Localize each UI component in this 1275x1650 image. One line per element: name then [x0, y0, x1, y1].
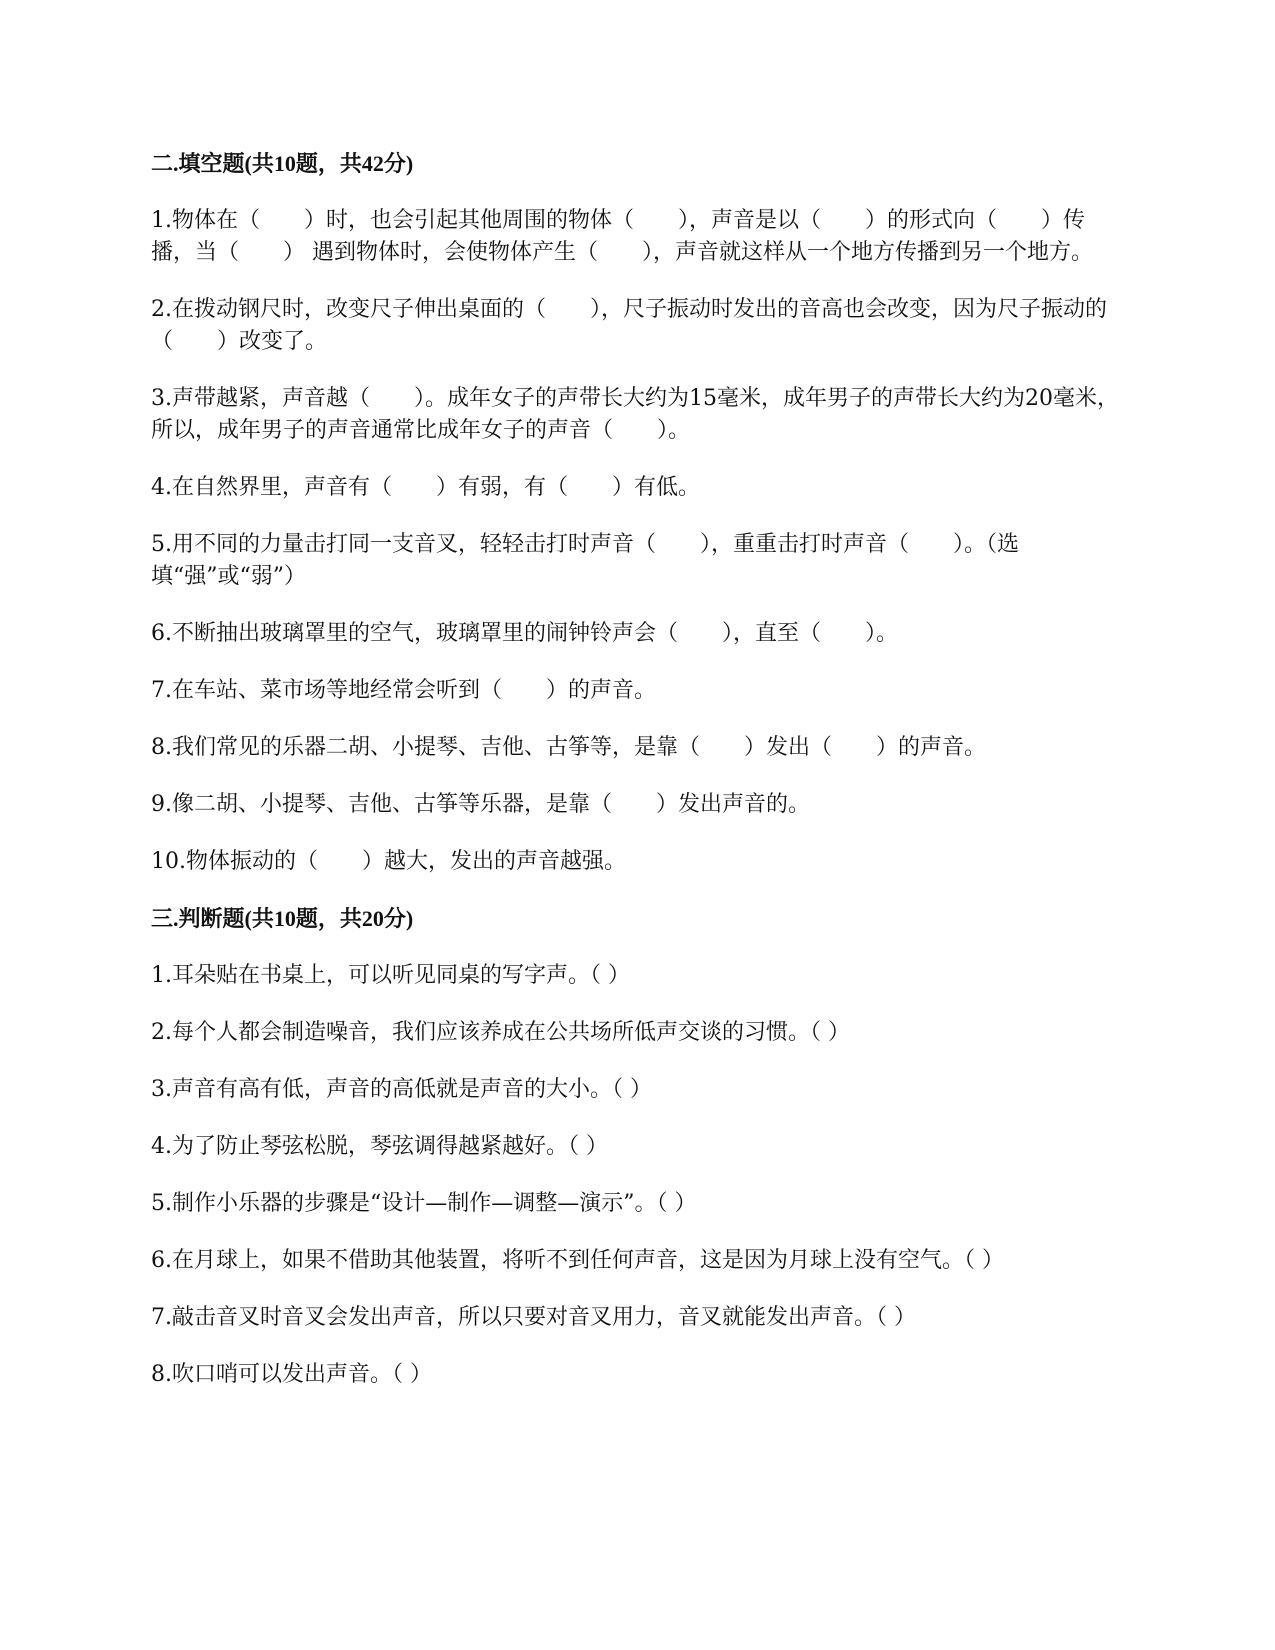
question-item: 3.声带越紧，声音越（ ）。成年女子的声带长大约为15毫米，成年男子的声带长大约为20毫米，所以，成年男子的声音通常比成年女子的声音（ ）。 [151, 386, 1119, 443]
question-item: 1.物体在（ ）时，也会引起其他周围的物体（ ），声音是以（ ）的形式向（ ）传播，当（ ） 遇到物体时，会使物体产生（ ），声音就这样从一个地方传播到另一个地方。 [151, 208, 1093, 265]
question-item: 3.声音有高有低，声音的高低就是声音的大小。（ ） [151, 1077, 652, 1102]
question-item: 9.像二胡、小提琴、吉他、古筝等乐器，是靠（ ）发出声音的。 [151, 792, 810, 817]
question-item: 7.在车站、菜市场等地经常会听到（ ）的声音。 [151, 678, 656, 703]
question-item: 6.在月球上，如果不借助其他装置，将听不到任何声音，这是因为月球上没有空气。（ ） [151, 1248, 1004, 1273]
section-title: 二.填空题(共10题，共42分) [151, 151, 414, 176]
question-item: 8.我们常见的乐器二胡、小提琴、吉他、古筝等，是靠（ ）发出（ ）的声音。 [151, 735, 986, 760]
section-title: 三.判断题(共10题，共20分) [151, 906, 414, 931]
question-item: 7.敲击音叉时音叉会发出声音，所以只要对音叉用力，音叉就能发出声音。（ ） [151, 1305, 916, 1330]
question-item: 5.用不同的力量击打同一支音叉，轻轻击打时声音（ ），重重击打时声音（ ）。（选填“强”或“弱”） [151, 532, 1019, 589]
question-item: 1.耳朵贴在书桌上，可以听见同桌的写字声。（ ） [151, 963, 630, 988]
question-item: 10.物体振动的（ ）越大，发出的声音越强。 [151, 849, 626, 874]
question-item: 5.制作小乐器的步骤是“设计—制作—调整—演示”。（ ） [151, 1191, 697, 1216]
true-false-section [151, 903, 1126, 1391]
question-item: 8.吹口哨可以发出声音。（ ） [151, 1362, 432, 1387]
fill-blank-section [151, 148, 1126, 878]
question-item: 2.每个人都会制造噪音，我们应该养成在公共场所低声交谈的习惯。（ ） [151, 1020, 850, 1045]
question-item: 4.为了防止琴弦松脱，琴弦调得越紧越好。（ ） [151, 1134, 608, 1159]
question-item: 6.不断抽出玻璃罩里的空气，玻璃罩里的闹钟铃声会（ ），直至（ ）。 [151, 621, 898, 646]
question-item: 4.在自然界里，声音有（ ）有弱，有（ ）有低。 [151, 475, 700, 500]
question-item: 2.在拨动钢尺时，改变尺子伸出桌面的（ ），尺子振动时发出的音高也会改变，因为尺子振动的（ ）改变了。 [151, 297, 1107, 354]
document-content [151, 148, 1126, 1416]
